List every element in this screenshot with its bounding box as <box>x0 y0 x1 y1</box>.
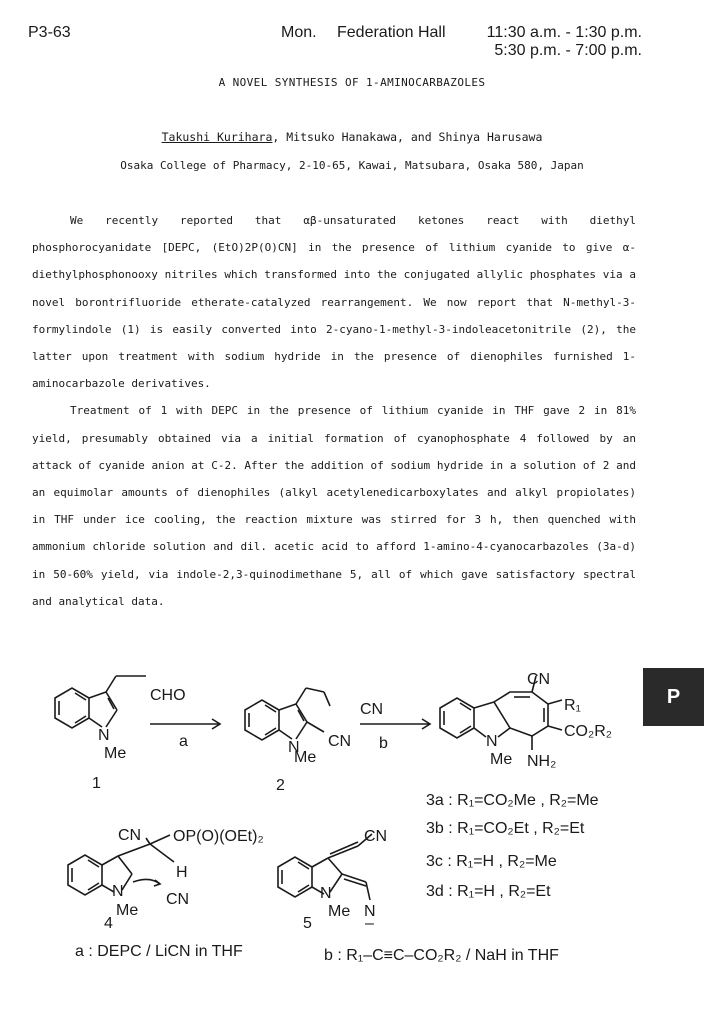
cpd2-cn-top: CN <box>360 701 384 718</box>
session-time-2: 5:30 p.m. - 7:00 p.m. <box>494 42 642 59</box>
abstract-body <box>32 207 636 615</box>
cpd4-op: OP(O)(OEt)₂ <box>173 828 264 845</box>
session-time-1: 11:30 a.m. - 1:30 p.m. <box>486 24 642 41</box>
paragraph-2: Treatment of 1 with DEPC in the presence of lithium cyanide in THF gave 2 in 81% yield, presumably obtained via a initial formation of cyanophosphate 4 followed by an attack of cyanide anion at C-2. After the addition of sodium hydride in a solution of 2 and an equimolar amounts of dienophiles (alkyl acetylenedicarboxylates and alkyl propiolates) in THF under ice cooling, the reaction mixture was stirred for 3 h, then quenched with ammonium chloride solution and dil. acetic acid to afford 1-amino-4-cyanocarbazoles (3a-d) in 50-60% yield, via indole-2,3-quinodimethane 5, all of which gave satisfactory spectral and analytical data. <box>32 404 636 608</box>
cpd1-cho: CHO <box>150 687 186 704</box>
co-authors: , Mitsuko Hanakawa, and Shinya Harusawa <box>272 130 543 144</box>
section-tab: P <box>643 668 704 726</box>
cpd2-n: N <box>288 739 300 756</box>
presenting-author: Takushi Kurihara <box>161 130 273 144</box>
reaction-scheme <box>0 670 704 1009</box>
cpd5-n: N <box>320 885 332 902</box>
cpd4-me: Me <box>116 902 139 919</box>
cpd5-terminal-n: N <box>364 903 376 920</box>
cpd2-me: Me <box>294 749 317 766</box>
cpd5-cn: CN <box>364 828 388 845</box>
cpd1-n: N <box>98 727 110 744</box>
paragraph-1: We recently reported that αβ-unsaturated ketones react with diethyl phosphorocyanidate [DEPC, (EtO)2P(O)CN] in the presence of lithium cyanide to give α-diethylphosphonooxy nitriles which transformed into the conjugated allylic phosphates via a novel borontrifluoride etherate-catalyzed rearrangement. We now report that N-methyl-3-formylindole (1) is easily converted into 2-cyano-1-methyl-3-indoleacetonitrile (2), the latter upon treatment with sodium hydride in the presence of dienophiles furnished 1-aminocarbazole derivatives. <box>32 214 636 391</box>
compound-1-structure <box>55 676 146 728</box>
cpd4-cn: CN <box>118 827 142 844</box>
paper-title: A NOVEL SYNTHESIS OF 1-AMINOCARBAZOLES <box>218 76 486 89</box>
compound-2-structure <box>245 688 330 740</box>
cpd3-me: Me <box>490 751 513 768</box>
cpd3-cn: CN <box>527 671 551 688</box>
condition-a: a : DEPC / LiCN in THF <box>75 943 243 960</box>
arrow-a-label: a <box>179 733 188 750</box>
cpd4-label: 4 <box>104 915 113 932</box>
cpd1-label: 1 <box>92 775 101 792</box>
cpd1-me: Me <box>104 745 127 762</box>
cpd4-h: H <box>176 864 188 881</box>
cpd4-cn-attack: CN <box>166 891 190 908</box>
def-3d: 3d : R₁=H , R₂=Et <box>426 883 551 900</box>
affiliation: Osaka College of Pharmacy, 2-10-65, Kawai, Matsubara, Osaka 580, Japan <box>120 159 584 172</box>
def-3b: 3b : R₁=CO₂Et , R₂=Et <box>426 820 585 837</box>
author-line <box>0 130 704 144</box>
def-3a: 3a : R₁=CO₂Me , R₂=Me <box>426 792 599 809</box>
arrow-b-label: b <box>379 735 388 752</box>
poster-code: P3-63 <box>28 24 71 41</box>
cpd2-label: 2 <box>276 777 285 794</box>
cpd5-charge: – <box>365 915 374 932</box>
condition-b: b : R₁–C≡C–CO₂R₂ / NaH in THF <box>324 947 559 964</box>
session-venue: Federation Hall <box>337 24 446 41</box>
cpd5-me: Me <box>328 903 351 920</box>
cpd4-n: N <box>112 883 124 900</box>
def-3c: 3c : R₁=H , R₂=Me <box>426 853 557 870</box>
cpd3-nh2: NH₂ <box>527 753 557 770</box>
cpd3-n: N <box>486 733 498 750</box>
session-day: Mon. <box>281 24 317 41</box>
cpd3-r1: R₁ <box>564 697 581 714</box>
cpd5-label: 5 <box>303 915 312 932</box>
cpd3-co2r2: CO₂R₂ <box>564 723 612 740</box>
cpd2-cn-bottom: CN <box>328 733 352 750</box>
